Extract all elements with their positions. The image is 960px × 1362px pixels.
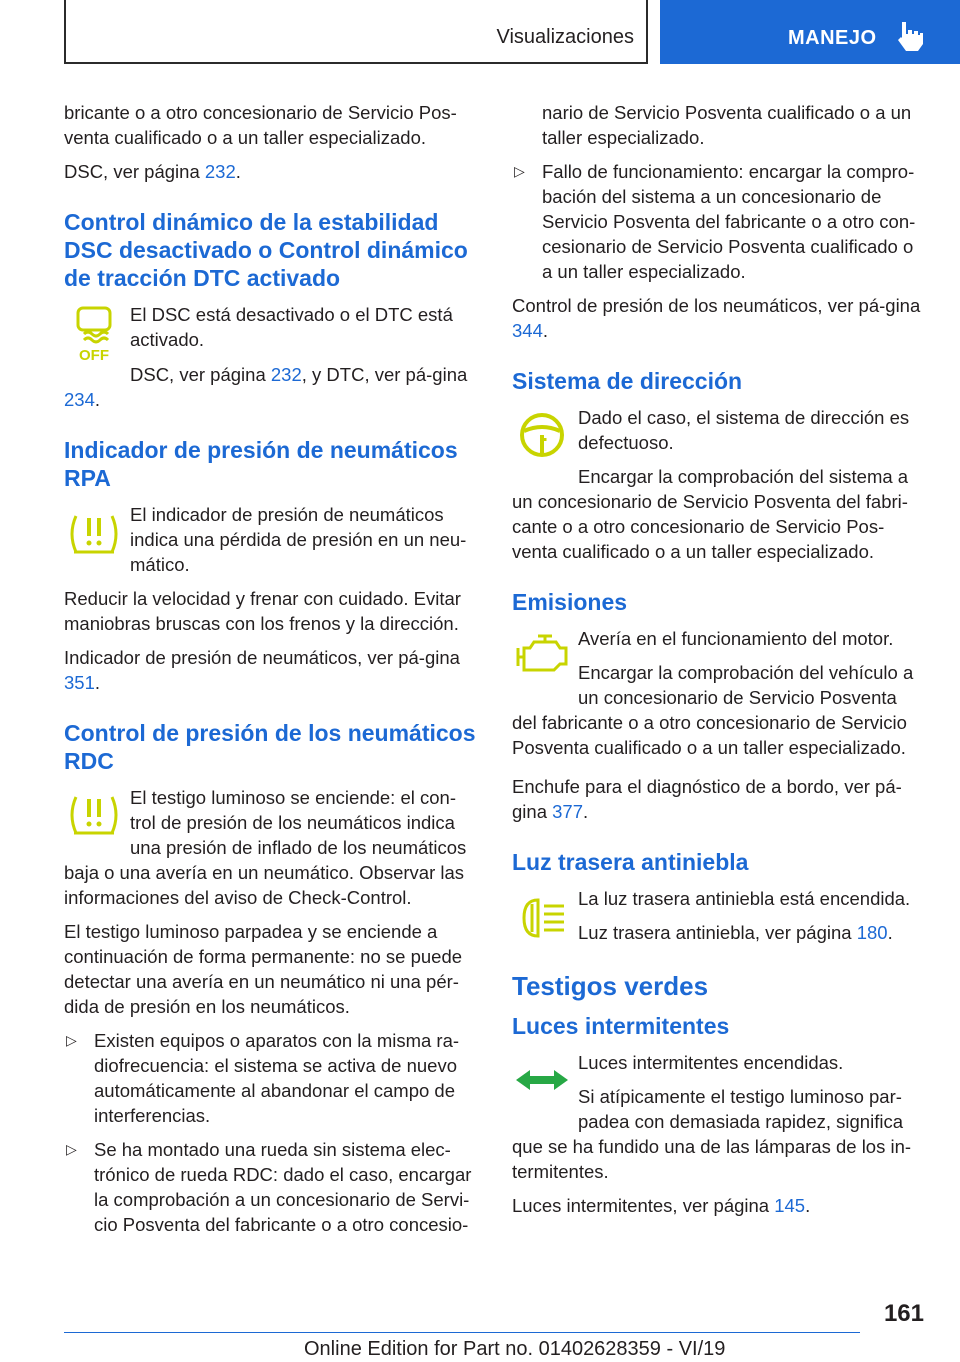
page-link[interactable]: 234: [64, 389, 95, 410]
paragraph: bricante o a otro concesionario de Servicio Pos-venta cualificado o a un taller especializado.: [64, 102, 457, 148]
svg-text:OFF: OFF: [79, 347, 109, 364]
paragraph: Reducir la velocidad y frenar con cuidado. Evitar maniobras bruscas con los frenos y la dirección.: [64, 588, 461, 634]
paragraph: Indicador de presión de neumáticos, ver pá-gina 351.: [64, 647, 460, 693]
page-number: 161: [883, 1300, 924, 1327]
paragraph: Enchufe para el diagnóstico de a bordo, ver pá-gina 377.: [512, 776, 902, 822]
paragraph: nario de Servicio Posventa cualificado o a un taller especializado.: [542, 102, 912, 148]
dsc-off-icon: [64, 304, 124, 364]
paragraph: El indicador de presión de neumáticos indica una pérdida de presión en un neu-mático.: [130, 504, 467, 575]
steering-warning-row: [512, 405, 926, 564]
paragraph: Luz trasera antiniebla, ver página 180.: [578, 922, 893, 943]
section-heading-steering: Sistema de dirección: [512, 368, 743, 394]
section-heading-fog: Luz trasera antiniebla: [512, 849, 749, 875]
paragraph: Encargar la comprobación del sistema a un concesionario de Servicio Posventa del fabri-cante o a otro concesionario de Servicio Pos-venta cualificado o a un taller especializado.: [512, 466, 909, 562]
list-item: ▷ Se ha montado una rueda sin sistema elec-trónico de rueda RDC: dado el caso, encargar la comprobación a un concesionario de Servi-cio Posventa del fabricante o a otro concesio-: [64, 1137, 478, 1237]
paragraph: Luces intermitentes encendidas.: [578, 1052, 844, 1073]
section-heading-rpa: Indicador de presión de neumáticos RPA: [64, 437, 458, 491]
page-link[interactable]: 145: [774, 1195, 806, 1216]
paragraph: Dado el caso, el sistema de dirección es defectuoso.: [578, 407, 910, 453]
page-link[interactable]: 180: [856, 922, 888, 943]
hand-pointer-icon: [896, 20, 924, 52]
header-section-title: Visualizaciones: [496, 26, 634, 48]
rpa-warning-row: [64, 502, 478, 577]
paragraph: Encargar la comprobación del vehículo a un concesionario de Servicio Posventa del fabricante o a otro concesionario de Servicio Posventa cualificado o a un taller especializado.: [512, 662, 914, 758]
section-heading-emissions: Emisiones: [512, 589, 628, 615]
paragraph: El testigo luminoso se enciende: el con-trol de presión de los neumáticos indica una presión de inflado de los neumáticos baja o una avería en un neumático. Observar las informaciones del aviso de Check-Control.: [64, 787, 467, 908]
page-link[interactable]: 344: [512, 320, 543, 341]
dsc-warning-row: [64, 302, 478, 362]
paragraph: El testigo luminoso parpadea y se enciende a continuación de forma permanente: no se puede detectar una avería en un neumático ni una pér-dida de presión en los neumáticos.: [64, 921, 463, 1017]
page-link[interactable]: 232: [204, 161, 236, 182]
paragraph: La luz trasera antiniebla está encendida.: [578, 888, 911, 909]
left-column: [64, 100, 478, 1246]
footer-edition: Online Edition for Part no. 01402628359 - VI/19: [304, 1338, 726, 1360]
turn-signal-icon: [512, 1050, 572, 1110]
page-link[interactable]: 232: [270, 364, 302, 385]
page-link[interactable]: 377: [552, 801, 583, 822]
rear-fog-light-icon: [512, 888, 572, 948]
paragraph: Control de presión de los neumáticos, ver pá-gina 344.: [512, 295, 921, 341]
section-heading-rdc: Control de presión de los neumáticos RDC: [64, 720, 476, 774]
section-heading-dsc: Control dinámico de la estabilidad DSC desactivado o Control dinámico de tracción DTC activado: [64, 209, 468, 291]
list-item: ▷ Existen equipos o aparatos con la misma ra-diofrecuencia: el sistema se activa de nuevo automáticamente al abandonar el campo de interferencias.: [64, 1028, 478, 1128]
list-item: ▷ Fallo de funcionamiento: encargar la compro-bación del sistema a un concesionario de Servicio Posventa del fabricante o a otro con-cesionario de Servicio Posventa cualificado o a un taller especializado.: [512, 159, 926, 284]
steering-icon: [512, 405, 572, 465]
rdc-warning-row: [64, 785, 478, 910]
engine-icon: [512, 626, 572, 686]
tire-pressure-icon: [64, 504, 124, 564]
header-chapter-tab: [660, 0, 960, 64]
paragraph: El DSC está desactivado o el DTC está activado.: [130, 304, 453, 350]
paragraph: Luces intermitentes, ver página 145.: [512, 1195, 811, 1216]
header-section-box: [64, 0, 648, 64]
footer-divider: [64, 1332, 860, 1333]
section-heading-green: Testigos verdes: [512, 971, 709, 1001]
page-link[interactable]: 351: [64, 672, 95, 693]
paragraph: Si atípicamente el testigo luminoso par-padea con demasiada rapidez, significa que se ha fundido una de las lámparas de los in-termitentes.: [512, 1086, 912, 1182]
paragraph: DSC, ver página 232.: [64, 161, 241, 182]
tire-pressure-icon: [64, 785, 124, 845]
turn-signal-row: [512, 1050, 926, 1184]
emissions-warning-row: [512, 626, 926, 760]
section-heading-turn: Luces intermitentes: [512, 1013, 730, 1039]
fog-light-row: [512, 886, 926, 946]
paragraph: Avería en el funcionamiento del motor.: [578, 628, 894, 649]
right-column: [512, 100, 926, 1227]
header-chapter-title: MANEJO: [788, 27, 877, 49]
paragraph: DSC, ver página 232, y DTC, ver pá-gina 234.: [64, 364, 468, 410]
